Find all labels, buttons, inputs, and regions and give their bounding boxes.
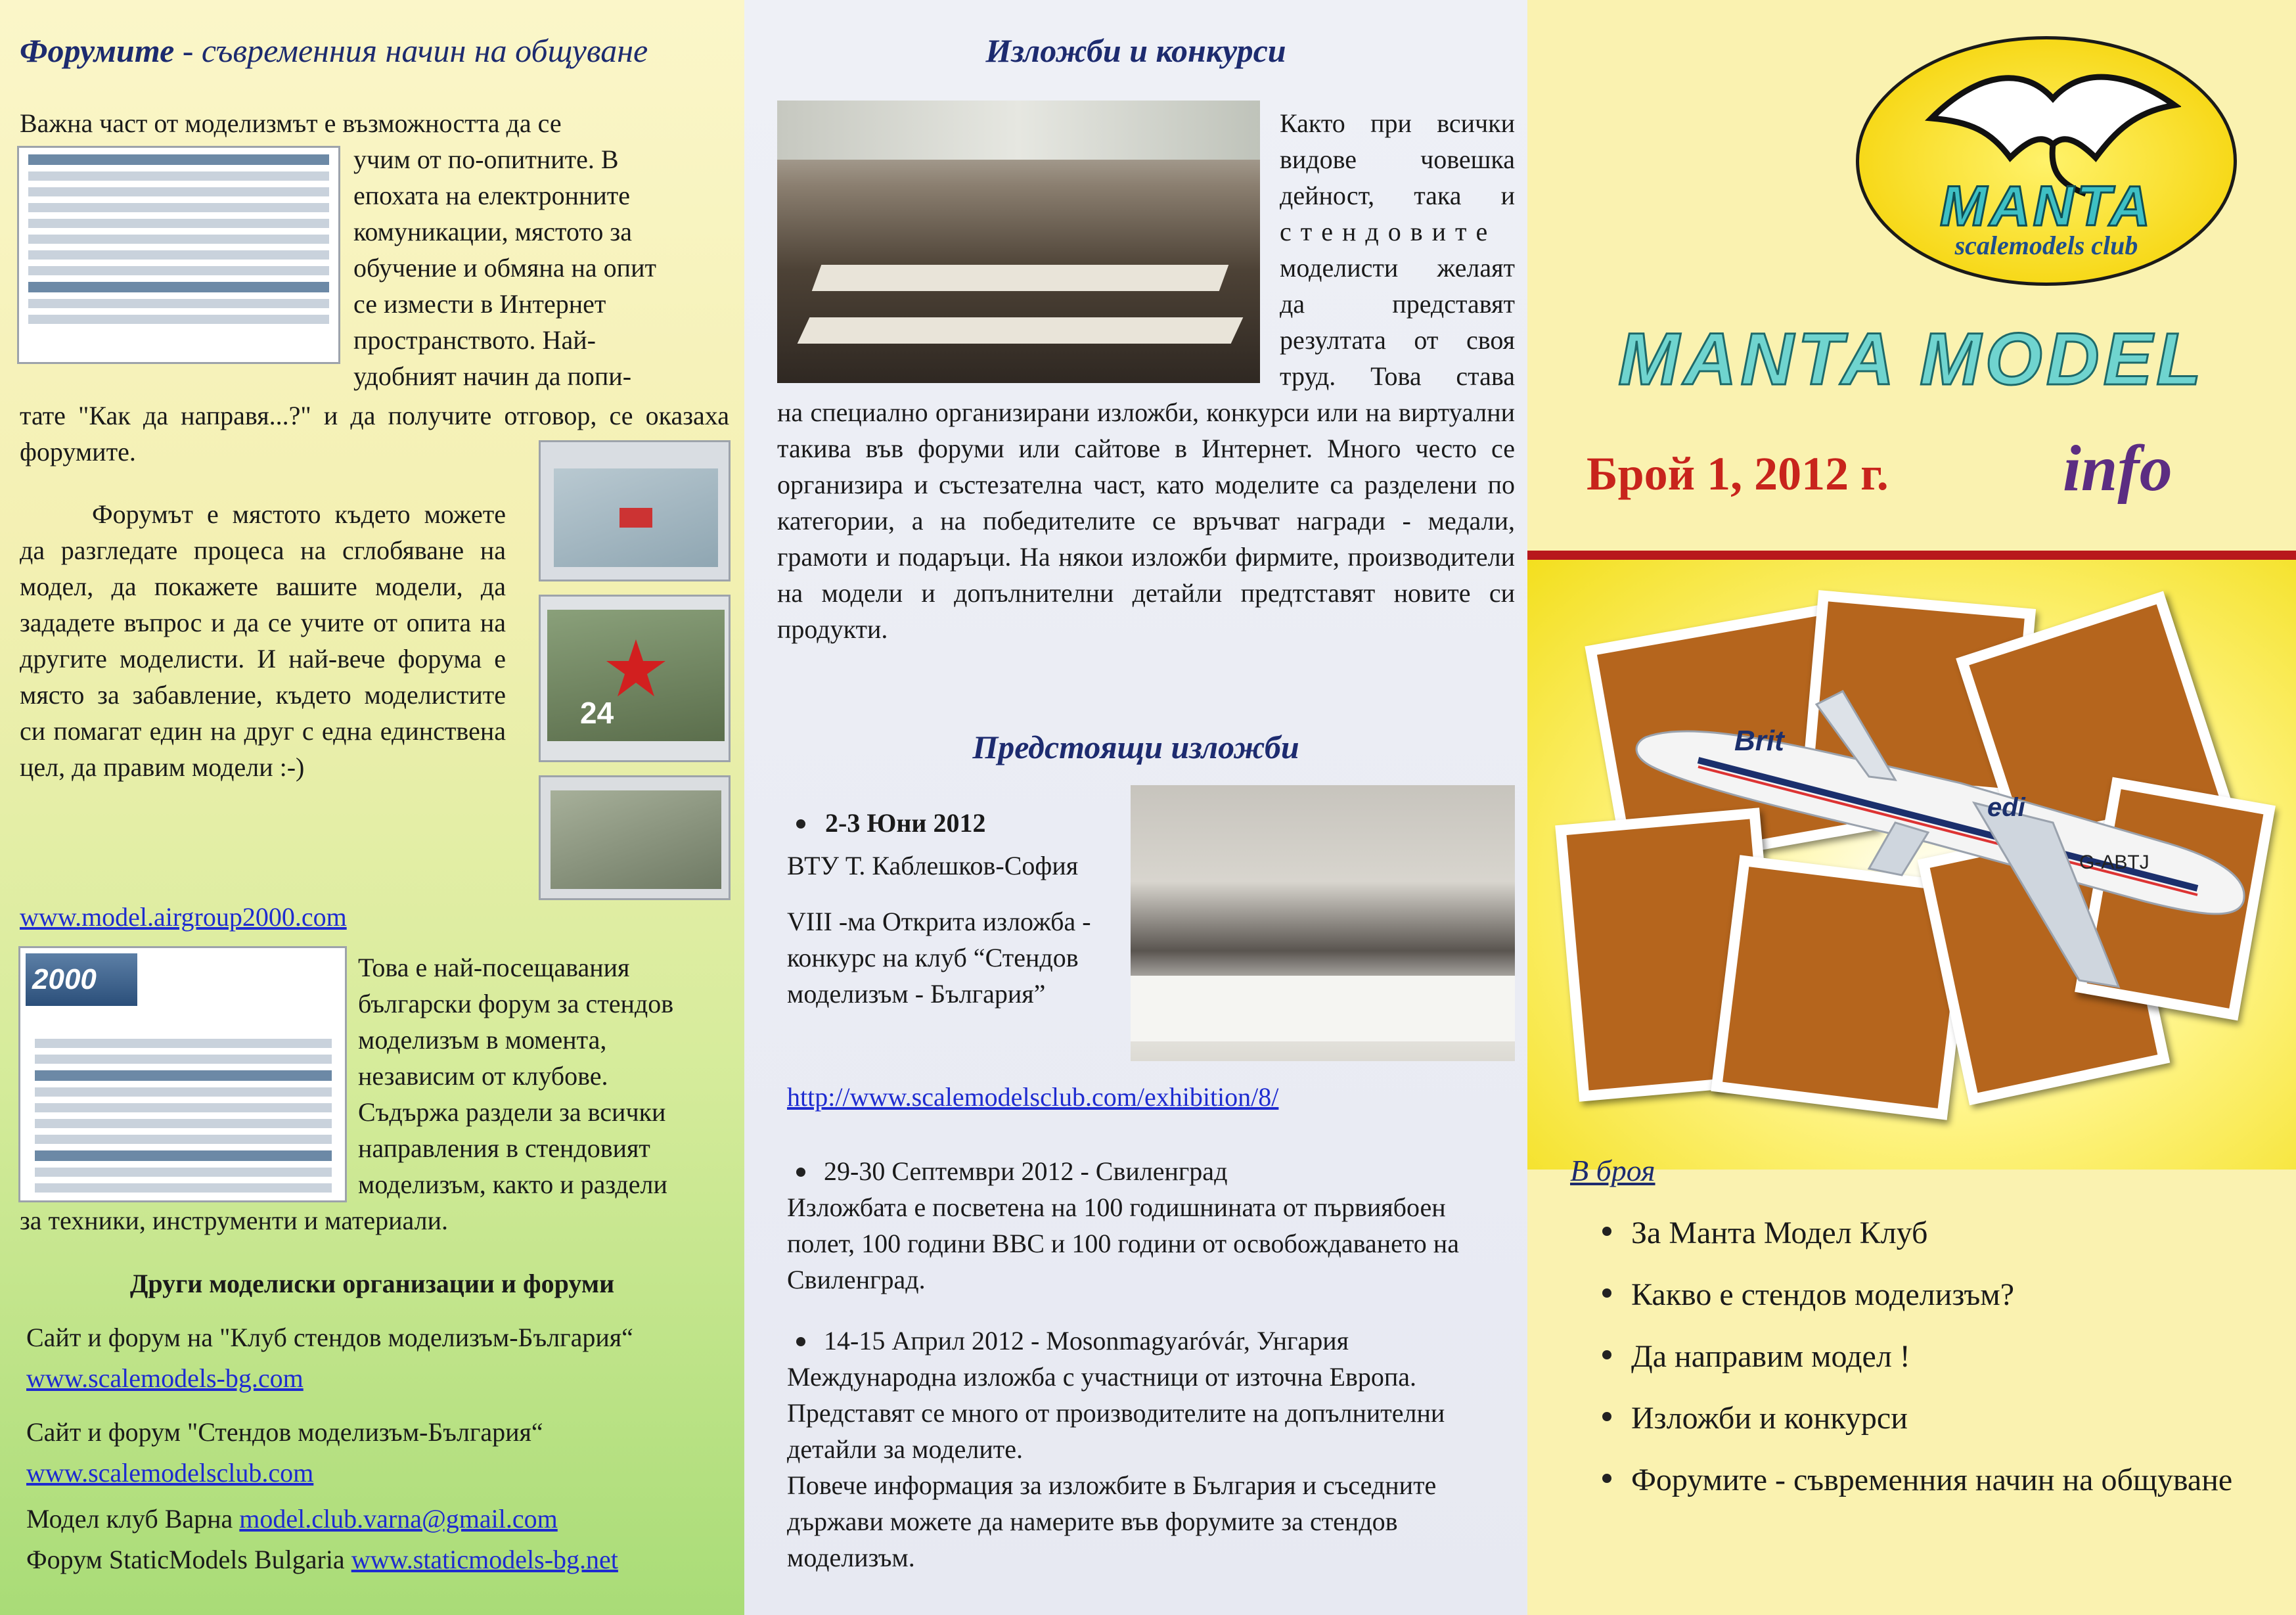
issue-number: Брой 1, 2012 г. [1587, 447, 1889, 500]
forums-heading: Форумите - съвременния начин на общуване [20, 32, 648, 69]
other-orgs-heading: Други моделиски организации и форуми [129, 1269, 615, 1298]
intro-conclusion: тате "Как да направя...?" и да получите отговор, се оказаха форумите. [20, 401, 729, 466]
event-1-description: VIII -ма Открита изложба - конкурс на клуб “Стендов моделизъм - България” [787, 907, 1091, 1009]
panel-exhibitions [744, 0, 1527, 1615]
forum-paragraph: Форумът е мястото където можете да разгледате процеса на сглобяване на модел, да покажете вашите модели, да зададете въпрос и да се учите от опита на другите моделисти. И най-вече форума е място за забавление, където моделистите си помагат един на друг с една единствена цел, да правим модели :-) [20, 499, 506, 782]
airgroup-logo: 2000 [26, 953, 137, 1006]
event-2 [787, 1153, 1510, 1298]
event-3 [787, 1323, 1510, 1576]
event-1 [787, 805, 1155, 1012]
event-1-date: 2-3 Юни 2012 [787, 805, 1155, 841]
event-3-description: Международна изложба с участници от източна Европа. Представят се много от производителите на допълнителни детайли за моделите. [787, 1362, 1445, 1464]
panel-forums [0, 0, 744, 1615]
red-stripe [1527, 551, 2296, 560]
static-label: Форум StaticModels Bulgaria [26, 1545, 345, 1574]
org-2-link[interactable]: www.scalemodelsclub.com [26, 1458, 314, 1488]
exhibitions-intro: на специално организирани изложби, конкурси или на виртуални такива във форуми или сайтове в Интернет. Много често се организира и състезателна част, като моделите са разделени по категории, а на победителите се връчват награди - медали, грамоти и подаръци. На някои изложби фирмите, производители на модели и допълнителни детайли предтставят новите си продукти. [777, 398, 1515, 644]
thread-screenshot-1 [539, 440, 731, 581]
cover-title: MANTA MODEL [1618, 318, 2205, 400]
org-1-label: Сайт и форум на "Клуб стендов моделизъм-България“ [26, 1323, 633, 1352]
manta-logo [1856, 36, 2237, 286]
toc-item: Форумите - съвременния начин на общуване [1593, 1459, 2270, 1501]
airgroup-description: Това е най-посещавания български форум за стендов моделизъм в момента, независим от клубове. Съдържа раздели за всички направления в стендовият моделизъм, както и раздели [358, 953, 674, 1199]
info-word: info [2063, 432, 2172, 505]
toc-item: Да направим модел ! [1593, 1336, 2270, 1378]
varna-email-link[interactable]: model.club.varna@gmail.com [239, 1504, 558, 1534]
plane-brand: Brit [1734, 725, 1784, 757]
forum-list-screenshot [17, 146, 340, 364]
logo-subtitle: scalemodels club [1954, 231, 2138, 260]
toc-item: Какво е стендов моделизъм? [1593, 1274, 2270, 1316]
airgroup-description-end: за техники, инструменти и материали. [20, 1206, 449, 1235]
airgroup-link[interactable]: www.model.airgroup2000.com [20, 902, 347, 932]
airliner-icon [1619, 652, 2263, 1020]
event-2-description: Изложбата е посветена на 100 годишнината от първиябоен полет, 100 години ВВС и 100 години от освобождаването на Свиленград. [787, 1193, 1459, 1294]
thread-screenshot-2 [539, 595, 731, 762]
toc-item: Изложби и конкурси [1593, 1398, 2270, 1440]
logo-word: MANTA [1939, 175, 2153, 238]
more-info: Повече информация за изложбите в България и съседните държави можете да намерите във форумите за стендов моделизъм. [787, 1470, 1437, 1572]
other-orgs-list [26, 1317, 736, 1580]
event-1-place: ВТУ Т. Каблешков-София [787, 851, 1079, 880]
panel-cover [1527, 0, 2296, 1615]
exhibitions-intro-right: Както при всички видове човешка дейност, така и стендовите моделисти желаят да представят резултата от своя труд. Това става [1280, 108, 1515, 391]
varna-label: Модел клуб Варна [26, 1504, 233, 1534]
intro-right-column: учим от по-опитните. В епохата на електронните комуникации, мястото за обучение и обмяна на опит се измести в Интернет пространството. Най- удобният начин да попи- [353, 145, 656, 391]
exhibition-hall-photo [777, 101, 1260, 383]
event-1-link[interactable]: http://www.scalemodelsclub.com/exhibition/8/ [787, 1082, 1279, 1112]
toc-item: За Манта Модел Клуб [1593, 1212, 2270, 1254]
event-2-title: 29-30 Септември 2012 - Свиленград [787, 1153, 1510, 1189]
event-1-photo [1131, 785, 1515, 1061]
cover-collage [1527, 560, 2296, 1170]
exhibitions-heading: Изложби и конкурси [985, 32, 1286, 69]
upcoming-heading: Предстоящи изложби [972, 729, 1299, 765]
event-3-title: 14-15 Април 2012 - Mosonmagyaróvár, Унгария [787, 1323, 1510, 1359]
static-link[interactable]: www.staticmodels-bg.net [351, 1545, 618, 1574]
org-1-link[interactable]: www.scalemodels-bg.com [26, 1363, 304, 1393]
toc-list [1593, 1212, 2270, 1501]
plane-brand2: edi [1987, 793, 2025, 822]
aircraft-number: 24 [580, 696, 614, 730]
thread-screenshot-3 [539, 775, 731, 900]
org-2-label: Сайт и форум "Стендов моделизъм-България“ [26, 1417, 543, 1447]
intro-first-line: Важна част от моделизмът е възможността да се [20, 108, 562, 138]
red-star-icon [603, 636, 669, 702]
toc-heading: В броя [1570, 1154, 1655, 1187]
airgroup-forum-screenshot [18, 946, 347, 1202]
plane-registration: G-ABTJ [2079, 852, 2150, 873]
